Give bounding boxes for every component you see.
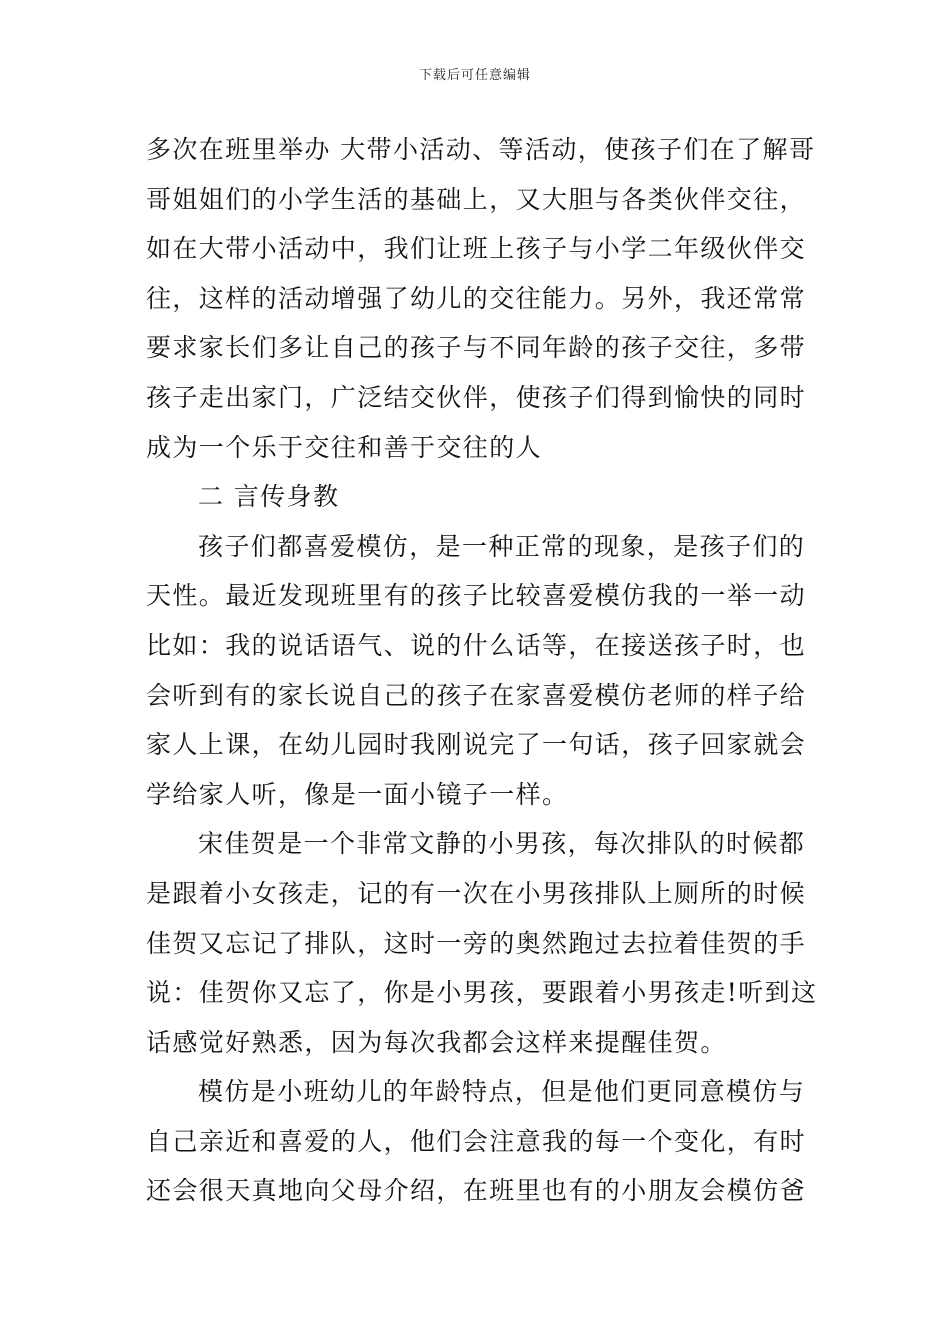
text-line: 会听到有的家长说自己的孩子在家喜爱模仿老师的样子给 [146, 680, 807, 710]
text-line: 如在大带小活动中，我们让班上孩子与小学二年级伙伴交 [146, 234, 807, 264]
paragraph [146, 522, 816, 820]
text-line: 还会很天真地向父母介绍，在班里也有的小朋友会模仿爸 [146, 1176, 807, 1206]
text-line: 是跟着小女孩走，记的有一次在小男孩排队上厕所的时候 [146, 878, 807, 908]
section-heading-text: 二 言传身教 [198, 482, 340, 512]
text-line: 成为一个乐于交往和善于交往的人 [146, 432, 543, 462]
text-line: 哥姐姐们的小学生活的基础上，又大胆与各类伙伴交往， [146, 184, 807, 214]
text-line: 天性。最近发现班里有的孩子比较喜爱模仿我的一举一动 [146, 581, 807, 611]
text-line: 说：佳贺你又忘了，你是小男孩，要跟着小男孩走!听到这 [146, 978, 818, 1008]
paragraph-continuation [146, 125, 816, 472]
text-line: 多次在班里举办 大带小活动、等活动，使孩子们在了解哥 [146, 135, 816, 164]
text-line: 佳贺又忘记了排队，这时一旁的奥然跑过去拉着佳贺的手 [146, 928, 807, 958]
text-line: 家人上课，在幼儿园时我刚说完了一句话，孩子回家就会 [146, 730, 807, 760]
text-line: 模仿是小班幼儿的年龄特点，但是他们更同意模仿与 [198, 1077, 806, 1107]
document-body [146, 125, 816, 1216]
text-line: 宋佳贺是一个非常文静的小男孩，每次排队的时候都 [198, 829, 806, 859]
text-line: 要求家长们多让自己的孩子与不同年龄的孩子交往，多带 [146, 333, 807, 363]
text-line: 学给家人听，像是一面小镜子一样。 [146, 779, 569, 809]
text-line: 往，这样的活动增强了幼儿的交往能力。另外，我还常常 [146, 283, 807, 313]
text-line: 孩子走出家门，广泛结交伙伴，使孩子们得到愉快的同时 [146, 382, 807, 412]
paragraph [146, 1067, 816, 1216]
page-header: 下载后可任意编辑 [418, 68, 531, 83]
section-heading [146, 472, 816, 522]
text-line: 自己亲近和喜爱的人，他们会注意我的每一个变化，有时 [146, 1126, 807, 1156]
text-line: 孩子们都喜爱模仿，是一种正常的现象，是孩子们的 [198, 531, 806, 561]
paragraph [146, 819, 816, 1067]
text-line: 话感觉好熟悉，因为每次我都会这样来提醒佳贺。 [146, 1027, 727, 1057]
text-line: 比如：我的说话语气、说的什么话等，在接送孩子时，也 [146, 630, 807, 660]
